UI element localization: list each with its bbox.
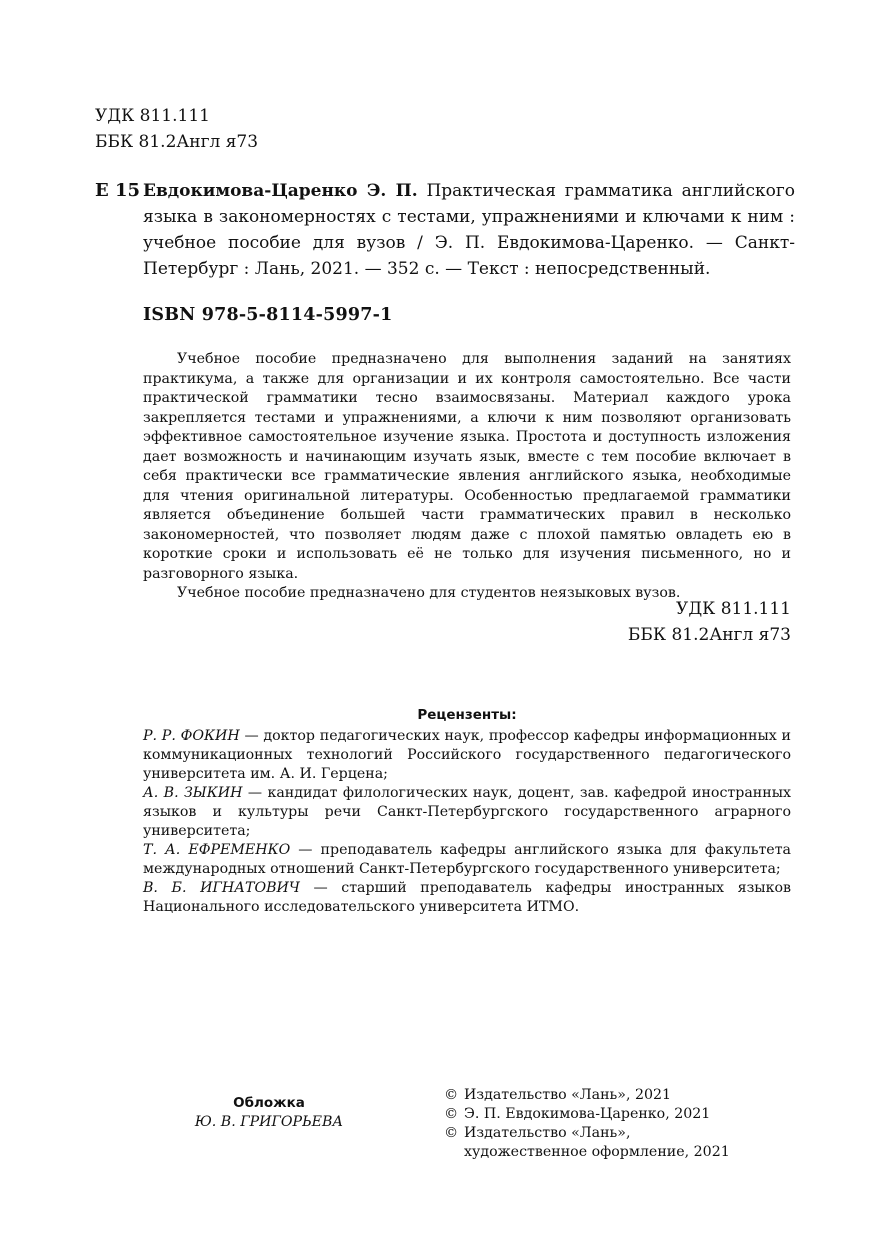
cover-title: Обложка [233,1095,305,1111]
reviewer-name: В. Б. ИГНАТОВИЧ [143,880,300,896]
reviewer-name: Т. А. ЕФРЕМЕНКО [143,842,291,858]
cover-credit [183,1094,355,1132]
copyright-text: Издательство «Лань», [464,1125,631,1141]
reviewer-credentials: — доктор педагогических наук, профессор кафедры информационных и коммуникационных технологий Российского государственного педагогического университета им. А. И. Герцена; [143,728,791,782]
copyright-line [444,1105,730,1124]
annotation-paragraph: Учебное пособие предназначено для студентов неязыковых вузов. [177,585,681,601]
copyright-line [444,1086,730,1105]
reviewer-name: А. В. ЗЫКИН [143,785,243,801]
bbk-code: ББК 81.2Англ я73 [627,625,791,645]
classification-codes-bottom [628,596,791,648]
reviewers-title: Рецензенты: [417,707,517,723]
reviewers-section [143,706,791,917]
reviewer-entry [143,841,791,879]
copyright-block [444,1086,730,1162]
book-description: Практическая грамматика английского языка в закономерностях с тестами, упражнениями и ключами к ним : учебное пособие для вузов / Э. П. Евдокимова-Царенко. — Санкт-Петербург : Лань, 2021. — 352 с. — Текст : непосредственный. [143,181,795,279]
copyright-text-continued: художественное оформление, 2021 [464,1144,730,1160]
author-sign: Е 15 [95,180,141,201]
classification-codes-top [95,103,258,155]
annotation [143,350,791,604]
reviewer-entry [143,879,791,917]
reviewer-credentials: — старший преподаватель кафедры иностранных языков Национального исследовательского университета ИТМО. [143,880,791,915]
author-name: Евдокимова-Царенко Э. П. [143,181,418,201]
udk-code: УДК 811.111 [676,599,791,619]
reviewer-entry [143,784,791,841]
reviewer-credentials: — кандидат филологических наук, доцент, зав. кафедрой иностранных языков и культуры речи Санкт-Петербургского государственного аграрного университета; [143,785,792,839]
copyright-icon: © [444,1106,459,1122]
isbn: ISBN 978-5-8114-5997-1 [143,305,393,325]
copyright-text: Э. П. Евдокимова-Царенко, 2021 [464,1106,711,1122]
reviewer-name: Р. Р. ФОКИН [143,728,240,744]
udk-code: УДК 811.111 [95,106,210,126]
copyright-text: Издательство «Лань», 2021 [464,1087,672,1103]
reviewer-entry [143,727,791,784]
bibliographic-description [143,178,795,282]
reviewer-credentials: — преподаватель кафедры английского языка для факультета международных отношений Санкт-Петербургского государственного университета; [143,842,791,877]
cover-artist: Ю. В. ГРИГОРЬЕВА [194,1114,344,1130]
bbk-code: ББК 81.2Англ я73 [95,132,259,152]
annotation-paragraph: Учебное пособие предназначено для выполнения заданий на занятиях практикума, а также для организации и их контроля самостоятельно. Все части практической грамматики тесно взаимосвязаны. Материал каждого урока закрепляется тестами и упражнениями, а ключи к ним позволяют организовать эффективное самостоятельное изучение языка. Простота и доступность изложения дает возможность и начинающим изучать язык, вместе с тем пособие включает в себя практически все грамматические явления английского языка, необходимые для чтения оригинальной литературы. Особенностью предлагаемой грамматики является объединение большей части грамматических правил в несколько закономерностей, что позволяет людям даже с плохой памятью овладеть ею в короткие сроки и использовать её не только для изучения письменного, но и разговорного языка. [143,351,791,582]
copyright-icon: © [444,1087,459,1103]
copyright-icon: © [444,1125,459,1141]
copyright-line [444,1124,730,1143]
